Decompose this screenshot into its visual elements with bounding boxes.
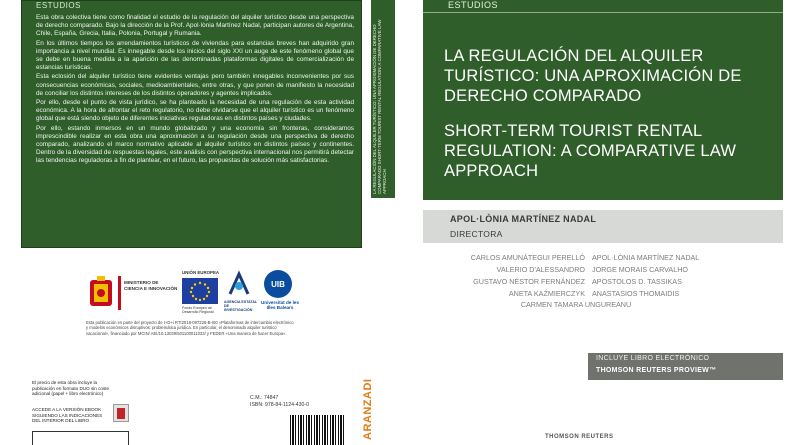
ebook-proview-label: THOMSON REUTERS PROVIEW™ (596, 367, 717, 374)
price-note: El precio de esta obra incluye la publicación en formato DUO sin coste adicional (papel + libro electrónico) (32, 380, 110, 397)
front-series-label: ESTUDIOS (448, 0, 499, 10)
spain-coat-of-arms-icon (88, 276, 114, 310)
cm-code: C.M.: 74847 (250, 395, 279, 401)
catalog-info (250, 395, 350, 408)
back-synopsis (36, 14, 354, 167)
title-english: SHORT-TERM TOURIST RENTAL REGULATION: A COMPARATIVE LAW APPROACH (444, 122, 737, 180)
eu-flag-icon (182, 278, 218, 304)
author-name: CARLOS AMUNÁTEGUI PERELLÓ (470, 253, 585, 262)
spine-title: LA REGULACIÓN DEL ALQUILER TURÍSTICO: UNA APROXIMACIÓN DE DERECHO COMPARADO SHORT-TERM TOURIST RENTAL REGULATION: A COMPARATIVE LAW APPROACH (372, 19, 388, 194)
director-name: APOL·LÒNIA MARTÍNEZ NADAL (450, 214, 597, 224)
uib-logo (260, 270, 300, 318)
access-code-box (32, 431, 129, 445)
ebook-icon (113, 404, 129, 422)
aei-mark-icon (224, 270, 254, 298)
aei-logo (224, 270, 256, 318)
funding-note: Esta publicación es parte del proyecto de I+D+i RTI2018-097226-B-I00 «Plataformas de intercambio electrónico y modelos económicos disruptivos: problemática jurídica. En particular, el denominado alquiler turístico vacacional», financiado por MCIN/ AEI/10.13039/501100011033/ y FEDER «Una manera de hacer Europa». (86, 320, 294, 336)
director-role: DIRECTORA (450, 229, 503, 239)
isbn-code: ISBN: 978-84-1124-430-0 (250, 401, 310, 408)
sponsor-logos (86, 270, 300, 318)
back-cover-panel (21, 0, 362, 248)
aei-name: AGENCIA ESTATAL DE INVESTIGACIÓN (224, 300, 258, 313)
authors-left-column (430, 252, 585, 300)
ebook-includes-label: INCLUYE LIBRO ELECTRÓNICO (596, 355, 710, 362)
synopsis-paragraph: Esta obra colectiva tiene como finalidad el estudio de la regulación del alquiler turístico desde una perspectiva de derecho comparado. Bajo la dirección de la Prof. Apol·lònia Martínez Nadal, participan autores de Argentina, Chile, España, Grecia, Italia, Polonia, Portugal y Rumania. (36, 14, 354, 38)
back-series-label: ESTUDIOS (36, 1, 81, 10)
ministerio-name: MINISTERIO DE CIENCIA E INNOVACIÓN (124, 280, 178, 291)
author-name: JORGE MORAIS CARVALHO (592, 265, 688, 274)
author-name: ANASTASIOS THOMAIDIS (592, 289, 680, 298)
barcode (290, 415, 346, 445)
uib-mark: UIB (264, 270, 292, 298)
author-name: APOSTOLOS D. TASSIKAS (592, 277, 682, 286)
front-divider (423, 12, 783, 13)
eu-caption: UNIÓN EUROPEA (182, 270, 220, 275)
uib-name: Universitat de les Illes Balears (260, 300, 300, 311)
synopsis-paragraph: Por ello, desde el punto de vista jurídico, se ha planteado la necesidad de una regulación de esta actividad económica. A la hora de afrontar el reto regulatorio, no debe olvidarse que el alquiler turístico es un fenómeno global que está siendo objeto de diferentes iniciativas reguladoras en distintos países y ciudades. (36, 99, 354, 123)
ebook-access-note: ACCEDE A LA VERSIÓN EBOOK SIGUIENDO LAS INDICACIONES DEL INTERIOR DEL LIBRO (32, 407, 103, 424)
author-name-center: CARMEN TAMARA UNGUREANU (520, 300, 632, 309)
synopsis-paragraph: En los últimos tiempos los arrendamientos turísticos de viviendas para estancias breves han adquirido gran importancia a nivel mundial. Es innegable desde los inicios del siglo XXI un auge de este fenómeno global que se debe en buena medida a la aparición de las denominadas plataformas digitales de comercialización de estancias turísticas. (36, 39, 354, 72)
synopsis-paragraph: Esta eclosión del alquiler turístico tiene evidentes ventajas pero también innegables inconvenientes por sus consecuencias económicas, sociales, medioambientales, entre otras, y que ponen de manifiesto la necesidad de conciliar los distintos intereses de los distintos operadores y agentes implicados. (36, 73, 354, 97)
ministerio-logo (86, 270, 178, 318)
title-spanish: LA REGULACIÓN DEL ALQUILER TURÍSTICO: UNA APROXIMACIÓN DE DERECHO COMPARADO (444, 47, 742, 105)
front-publisher: THOMSON REUTERS (545, 434, 614, 440)
authors-right-column (592, 252, 742, 300)
author-name: APOL·LÒNIA MARTÍNEZ NADAL (592, 253, 700, 262)
author-name: GUSTAVO NÉSTOR FERNÁNDEZ (473, 277, 585, 286)
author-name: VALERIO D'ALESSANDRO (496, 265, 585, 274)
synopsis-paragraph: Por ello, estando inmersos en un mundo globalizado y una economía sin fronteras, consideramos imprescindible realizar en esta obra una aproximación a su regulación desde una perspectiva de derecho comparado, analizando el marco normativo aplicable al alquiler turístico en distintos países y continentes. Dentro de la diversidad de respuestas legales, este análisis con perspectiva internacional nos permitirá detectar las tendencias reguladoras a fin de plantear, en el futuro, las propuestas de solución más satisfactorias. (36, 124, 354, 165)
author-name: ANETA KAŹMIERCZYK (508, 289, 585, 298)
ministerio-divider (118, 276, 121, 310)
eu-subcaption: Fondo Europeo de Desarrollo Regional (182, 306, 214, 315)
spine-publisher: ARANZADI (362, 378, 374, 440)
eu-logo (182, 270, 220, 318)
